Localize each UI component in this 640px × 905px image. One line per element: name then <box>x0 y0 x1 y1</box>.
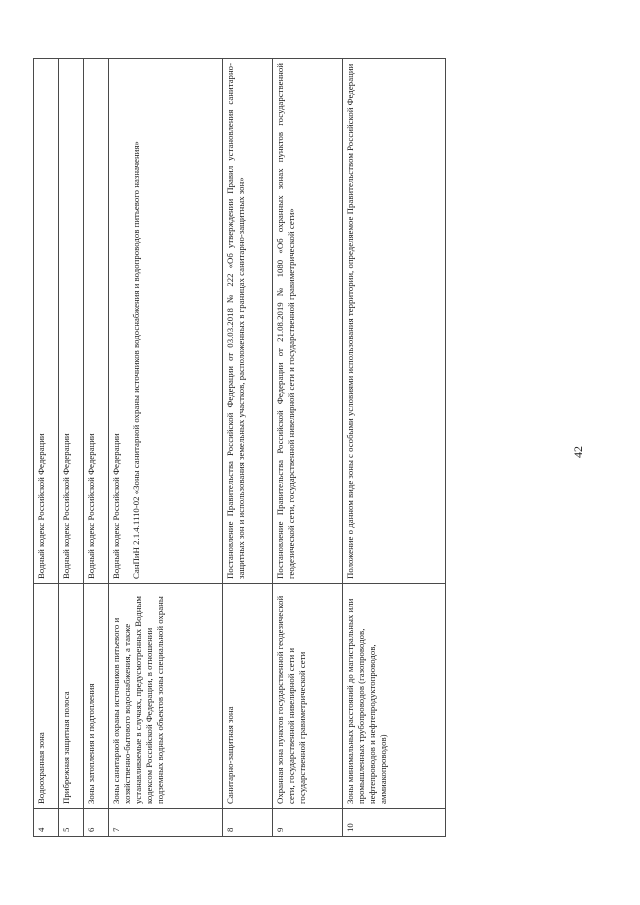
legal-basis <box>109 59 223 584</box>
table-row <box>59 59 84 837</box>
table-row <box>223 59 273 837</box>
legal-basis-text: Положение о данном виде зоны с особыми условиями использования территории, определяемое Правительством Российской Федерации <box>345 63 355 579</box>
zone-name: Водоохранная зона <box>34 584 59 809</box>
row-number: 8 <box>223 809 273 837</box>
row-number: 6 <box>84 809 109 837</box>
page-number: 42 <box>571 446 585 458</box>
legal-basis <box>84 59 109 584</box>
row-number: 9 <box>273 809 343 837</box>
legal-basis-text: Водный кодекс Российской Федерации <box>86 433 96 579</box>
legal-basis <box>223 59 273 584</box>
row-number: 5 <box>59 809 84 837</box>
zone-name: Прибрежная защитная полоса <box>59 584 84 809</box>
legal-basis-text: СанПиН 2.1.4.1110-02 «Зоны санитарной охраны источников водоснабжения и водопроводов питьевого назначения» <box>130 141 141 579</box>
table-row <box>343 59 446 837</box>
legal-basis <box>273 59 343 584</box>
legal-basis-text: Постановление Правительства Российской Федерации от 21.08.2019 № 1080 «Об охранных зонах пунктов государственной геодезической сети, государственной нивелирной сети и государственной гравиметрической сети» <box>275 63 296 579</box>
zone-name: Зоны затопления и подтопления <box>84 584 109 809</box>
table-row <box>109 59 223 837</box>
legal-basis-text: Водный кодекс Российской Федерации <box>61 433 71 579</box>
legal-basis-text: Водный кодекс Российской Федерации <box>111 433 121 579</box>
row-number: 10 <box>343 809 446 837</box>
legal-basis <box>59 59 84 584</box>
row-number: 7 <box>109 809 223 837</box>
legal-basis-text: Постановление Правительства Российской Федерации от 03.03.2018 № 222 «Об утверждении Правил установления санитарно-защитных зон и использования земельных участков, расположенных в границах санитарно-защитных зон» <box>225 63 246 579</box>
row-number: 4 <box>34 809 59 837</box>
zones-table <box>33 58 446 837</box>
table-row <box>34 59 59 837</box>
legal-basis <box>343 59 446 584</box>
zone-name: Охранная зона пунктов государственной геодезической сети, государственной нивелирной сети и государственной гравиметрической сети <box>273 584 343 809</box>
table-row <box>84 59 109 837</box>
zone-name: Зоны санитарной охраны источников питьевого и хозяйственно-бытового водоснабжения, а также устанавливаемые в случаях, предусмотренных Водным кодексом Российской Федерации, в отношении подземных водных объектов зоны специальной охраны <box>109 584 223 809</box>
zone-name: Санитарно-защитная зона <box>223 584 273 809</box>
legal-basis-text: Водный кодекс Российской Федерации <box>36 433 46 579</box>
legal-basis <box>34 59 59 584</box>
zone-name: Зоны минимальных расстояний до магистральных или промышленных трубопроводов (газопроводов, нефтепроводов и нефтепродуктопроводов, аммиакопроводов) <box>343 584 446 809</box>
table-row <box>273 59 343 837</box>
